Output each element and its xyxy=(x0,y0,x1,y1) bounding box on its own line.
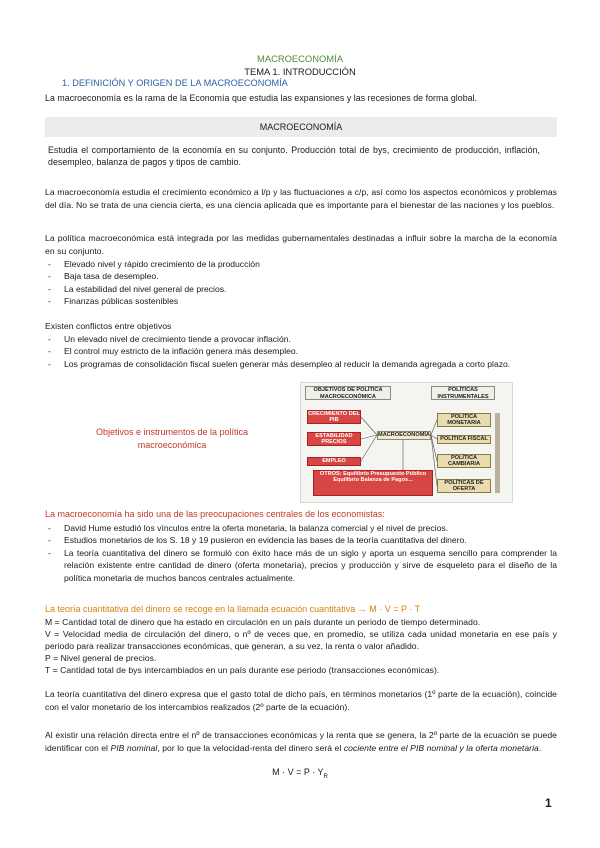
definitions-block xyxy=(45,616,557,676)
intro-paragraph: La macroeconomía es la rama de la Economía que estudia las expansiones y las recesiones de forma global. xyxy=(45,93,478,103)
definition-m: M = Cantidad total de dinero que ha estado en circulación en un país durante un periodo de tiempo determinado. xyxy=(45,617,481,627)
policy-box: POLÍTICAS DE OFERTA xyxy=(437,479,491,493)
list-item: - Finanzas públicas sostenibles xyxy=(45,295,557,307)
definition-p: P = Nivel general de precios. xyxy=(45,653,157,663)
paragraph-velocity xyxy=(45,729,557,754)
policy-box: POLÍTICA MONETARIA xyxy=(437,413,491,427)
equation xyxy=(0,767,600,780)
goal-box: CRECIMIENTO DEL PIB xyxy=(308,411,360,424)
definition-box-header xyxy=(45,117,557,137)
macroeconomics-center-box: MACROECONOMÍA xyxy=(378,432,430,438)
list-item: - La estabilidad del nivel general de precios. xyxy=(45,283,557,295)
objectives-header: OBJETIVOS DE POLÍTICA MACROECONÓMICA xyxy=(305,386,391,400)
economists-list xyxy=(45,522,557,584)
paragraph-expenditure: La teoría cuantitativa del dinero expresa que el gasto total de dicho país, en términos monetarios (1º parte de la ecuación), coincide con el valor monetario de los intercambios realizados (2º parte de la ecuación). xyxy=(45,689,557,712)
list-item: - El control muy estricto de la inflación genera más desempleo. xyxy=(45,345,557,357)
economists-heading: La macroeconomía ha sido una de las preocupaciones centrales de los economistas: xyxy=(45,509,385,519)
velocity-text-c: , por lo que la velocidad-renta del dinero será el xyxy=(157,742,344,753)
list-item: - Baja tasa de desempleo. xyxy=(45,270,557,282)
paragraph-policy: La política macroeconómica está integrada por las medidas gubernamentales destinadas a influir sobre la marcha de la economía en su conjunto. xyxy=(45,233,557,256)
conflicts-list xyxy=(45,333,557,370)
connector-lines xyxy=(301,383,514,504)
page-number: 1 xyxy=(545,796,552,810)
definition-t: T = Cantidad total de bys intercambiados en un país durante ese periodo (transacciones económicas). xyxy=(45,665,440,675)
objectives-list xyxy=(45,258,557,308)
definition-v: V = Velocidad media de circulación del dinero, o nº de veces que, en promedio, se utiliza cada unidad monetaria en ese país y periodo para realizar transacciones económicas, que generan, a su vez, la renta o valor añadido. xyxy=(45,629,557,651)
velocity-text-e: . xyxy=(538,742,542,753)
policy-diagram xyxy=(300,382,513,503)
velocity-text-a: Al existir una relación directa entre el nº de transacciones económicas y la renta que se genera, la 2º parte de la ecuación se puede identificar con el xyxy=(45,730,557,753)
velocity-text-b: PIB nominal xyxy=(110,742,158,753)
paragraph-growth: La macroeconomía estudia el crecimiento económico a l/p y las fluctuaciones a c/p, así como los aspectos económicos y problemas del día. No se trata de una ciencia cierta, es una ciencia aplicada que es importante para el bienestar de las naciones y los pueblos. xyxy=(45,187,557,210)
policy-box: POLÍTICA CAMBIARIA xyxy=(437,454,491,468)
velocity-text-d: cociente entre el PIB nominal y la oferta monetaria xyxy=(343,742,539,753)
equation-subscript: R xyxy=(323,773,328,780)
subject-title: MACROECONOMÍA xyxy=(257,53,343,64)
others-box: OTROS: Equilibrio Presupuesto Público Equilibrio Balanza de Pagos... xyxy=(313,470,433,496)
list-item: - Estudios monetarios de los S. 18 y 19 pusieron en evidencia las bases de la teoría cuantitativa del dinero. xyxy=(45,534,557,546)
topic-title: TEMA 1. INTRODUCCIÓN xyxy=(244,66,356,77)
policy-box: POLÍTICA FISCAL xyxy=(437,435,491,444)
list-item: - David Hume estudió los vínculos entre la oferta monetaria, la balanza comercial y el nivel de precios. xyxy=(45,522,557,534)
diagram-caption: Objetivos e instrumentos de la política macroeconómica xyxy=(95,427,249,450)
goal-box: EMPLEO xyxy=(307,457,361,466)
instruments-header: POLÍTICAS INSTRUMENTALES xyxy=(431,386,495,400)
list-item: - Un elevado nivel de crecimiento tiende a provocar inflación. xyxy=(45,333,557,345)
goal-box: ESTABILIDAD PRECIOS xyxy=(307,432,361,446)
quantity-theory-heading: La teoría cuantitativa del dinero se recoge en la llamada ecuación cuantitativa → M · V = P · T xyxy=(45,604,421,614)
conflicts-heading: Existen conflictos entre objetivos xyxy=(45,321,172,331)
equation-text: M · V = P · Y xyxy=(272,767,324,777)
section-heading: 1. DEFINICIÓN Y ORIGEN DE LA MACROECONOMÍA xyxy=(62,78,288,88)
list-item: - Elevado nivel y rápido crecimiento de la producción xyxy=(45,258,557,270)
definition-box-title: MACROECONOMÍA xyxy=(259,122,343,132)
list-item: - La teoría cuantitativa del dinero se formuló con éxito hace más de un siglo y aporta un esquema sencillo para comprender la relación existente entre cantidad de dinero (oferta monetaria), precios y producción y sirve de esqueleto para el diseño de la política monetaria de muchos bancos centrales actualmente. xyxy=(45,547,557,584)
definition-box-text: Estudia el comportamiento de la economía en su conjunto. Producción total de bys, crecimiento de producción, inflación, desempleo, balanza de pagos y tipos de cambio. xyxy=(48,145,540,167)
list-item: - Los programas de consolidación fiscal suelen generar más desempleo al reducir la demanda agregada a corto plazo. xyxy=(45,358,557,370)
